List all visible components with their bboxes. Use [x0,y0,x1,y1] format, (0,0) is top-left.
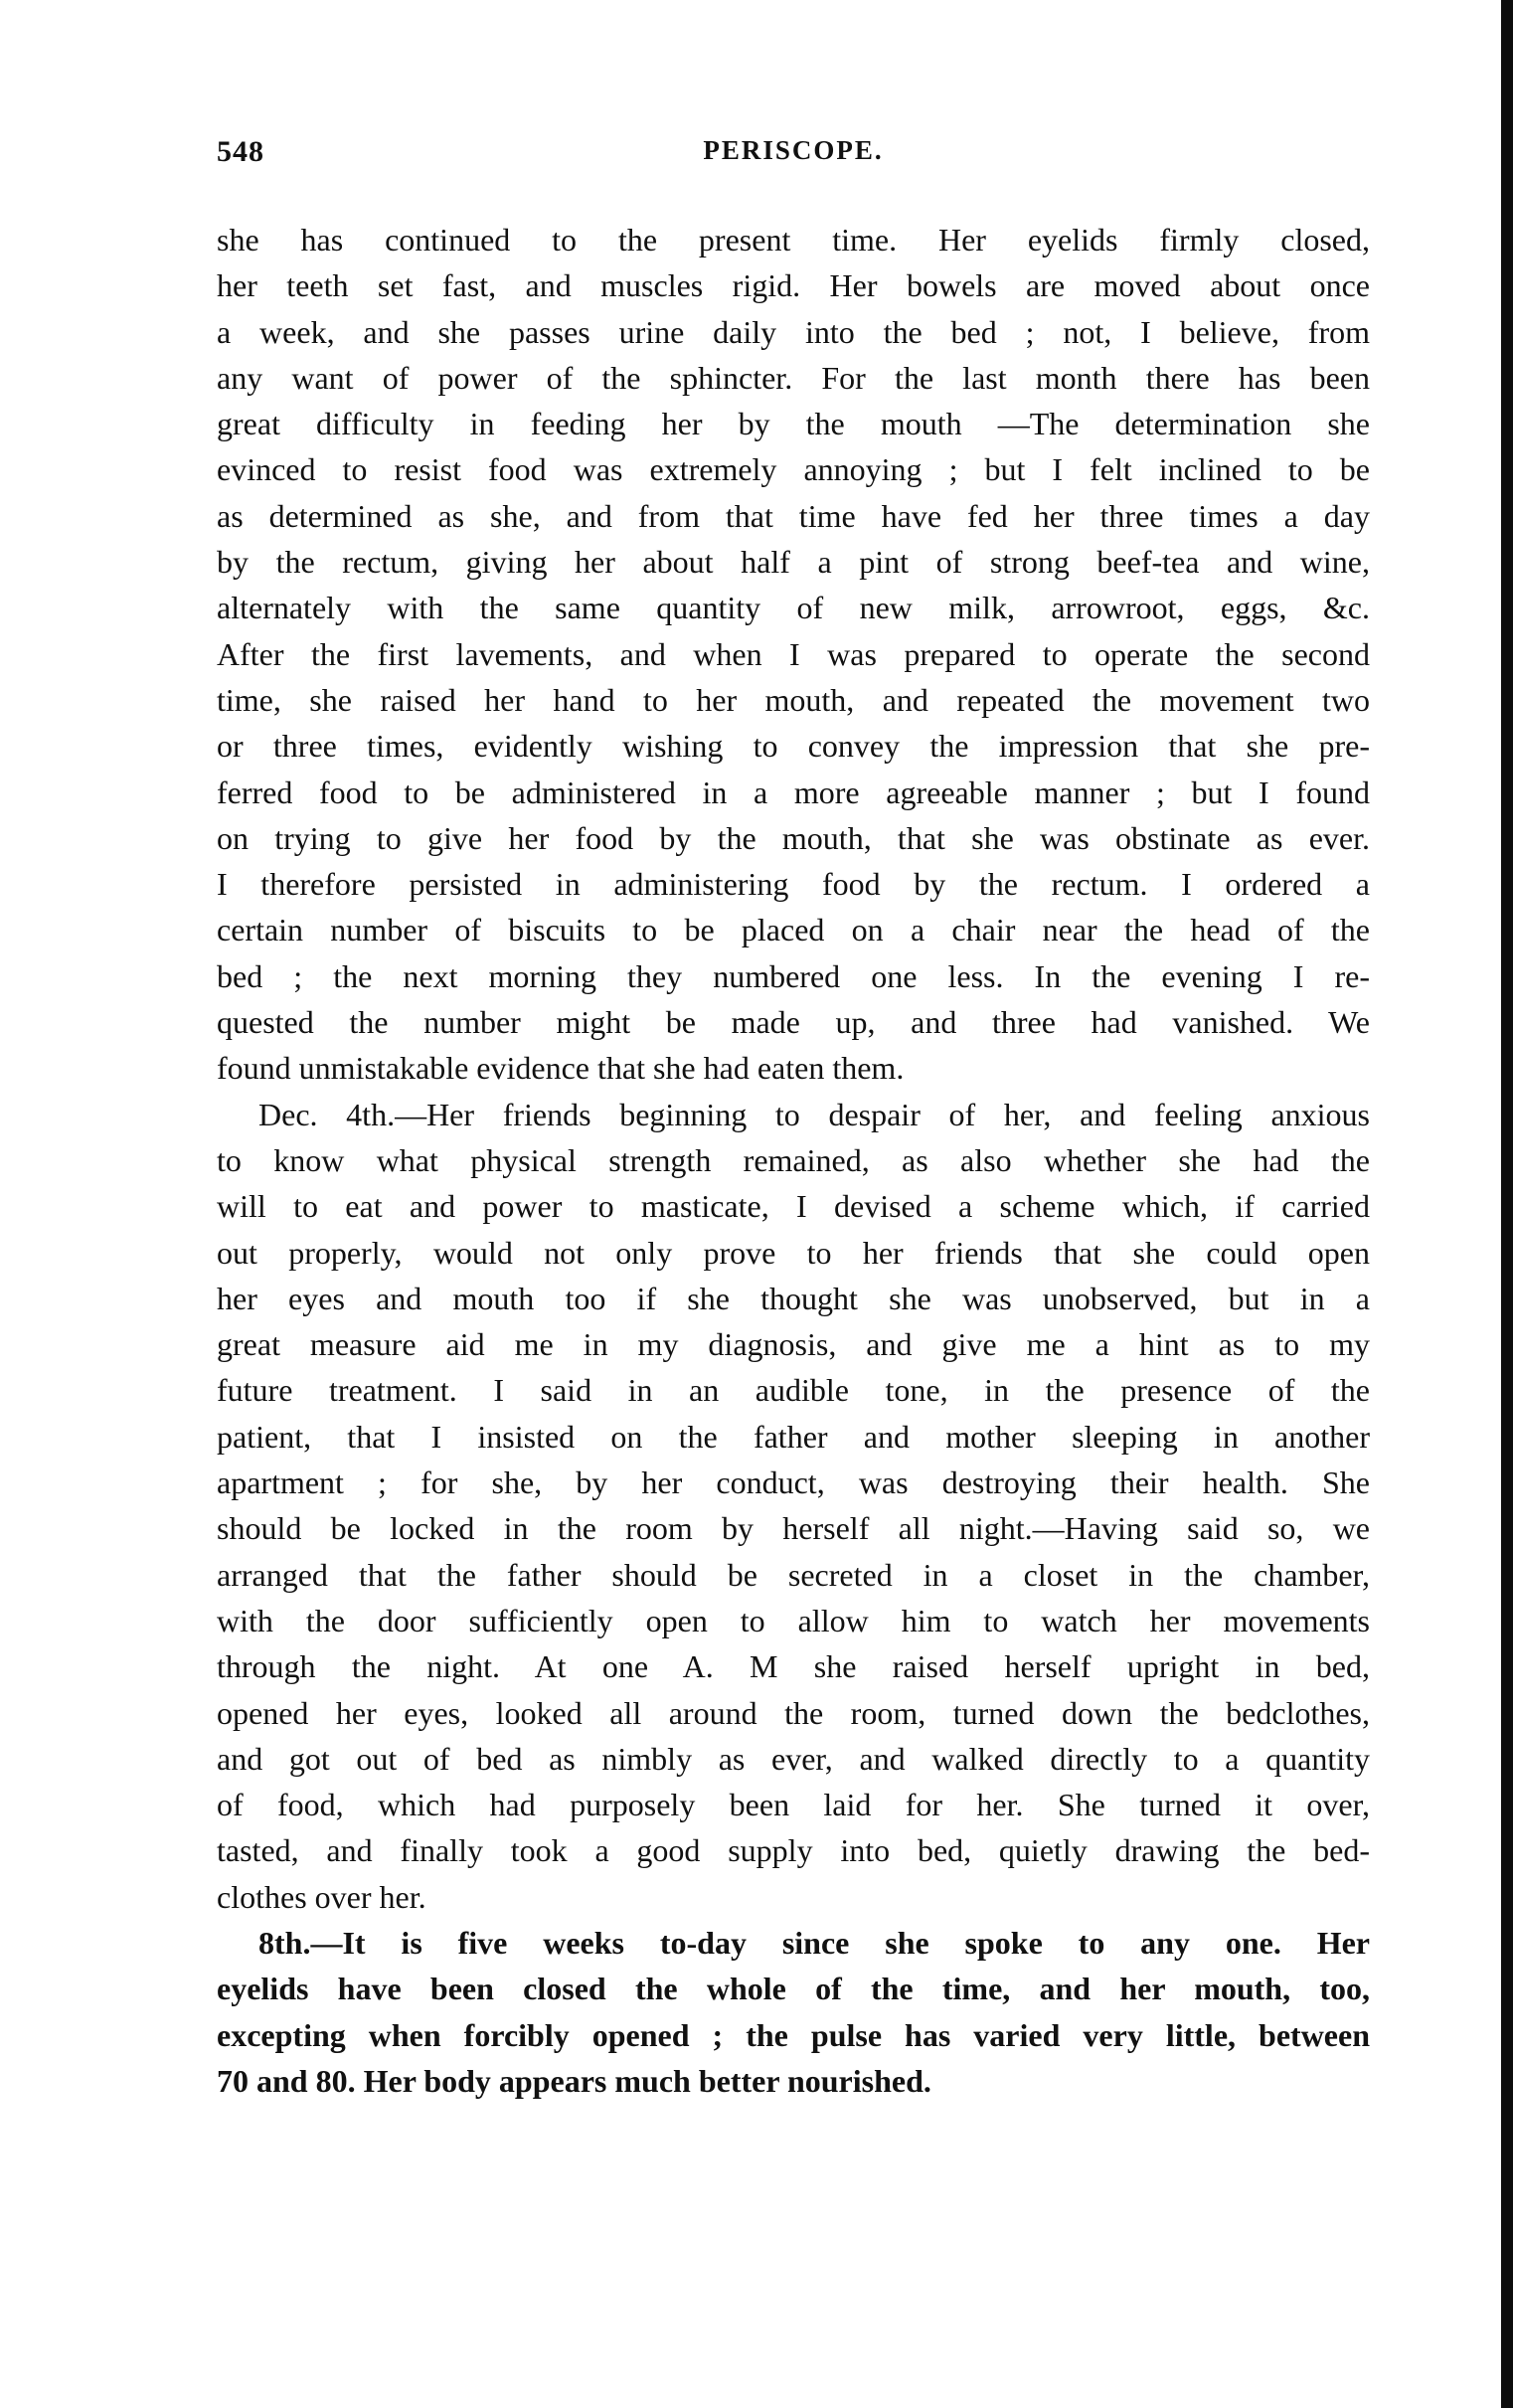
page-number: 548 [217,135,264,168]
text-line: ferred food to be administered in a more agreeable manner ; but I found [217,774,1370,810]
body-text [217,217,1370,2104]
paragraph-2 [217,1092,1370,1920]
paragraph-3 [217,1920,1370,2104]
page-edge-shadow [1501,0,1513,2408]
text-line: After the first lavements, and when I was prepared to operate the second [217,635,1370,672]
text-line: through the night. At one A. M she raised herself upright in bed, [217,1648,1370,1685]
text-line: and got out of bed as nimbly as ever, and walked directly to a quantity [217,1740,1370,1777]
text-line: found unmistakable evidence that she had eaten them. [217,1050,905,1087]
text-line: excepting when forcibly opened ; the pulse has varied very little, between [217,2016,1370,2053]
text-line: Dec. 4th.—Her friends beginning to despair of her, and feeling anxious [258,1096,1370,1132]
text-line: I therefore persisted in administering food by the rectum. I ordered a [217,866,1370,903]
text-line: by the rectum, giving her about half a pint of strong beef-tea and wine, [217,544,1370,581]
text-line: will to eat and power to masticate, I devised a scheme which, if carried [217,1188,1370,1225]
text-line: eyelids have been closed the whole of the time, and her mouth, too, [217,1971,1370,2007]
text-line: great measure aid me in my diagnosis, and give me a hint as to my [217,1326,1370,1363]
text-line: quested the number might be made up, and three had vanished. We [217,1004,1370,1041]
text-line: evinced to resist food was extremely annoying ; but I felt inclined to be [217,451,1370,488]
text-line: to know what physical strength remained, as also whether she had the [217,1141,1370,1178]
text-line: should be locked in the room by herself all night.—Having said so, we [217,1510,1370,1547]
text-line: a week, and she passes urine daily into the bed ; not, I believe, from [217,313,1370,350]
text-line: great difficulty in feeding her by the mouth —The determination she [217,406,1370,442]
text-line: time, she raised her hand to her mouth, and repeated the movement two [217,681,1370,718]
text-line: on trying to give her food by the mouth, that she was obstinate as ever. [217,819,1370,856]
text-line: alternately with the same quantity of new milk, arrowroot, eggs, &c. [217,590,1370,626]
text-line: bed ; the next morning they numbered one less. In the evening I re- [217,957,1370,994]
text-line: patient, that I insisted on the father and mother sleeping in another [217,1418,1370,1455]
text-line: apartment ; for she, by her conduct, was destroying their health. She [217,1464,1370,1501]
text-line: or three times, evidently wishing to convey the impression that she pre- [217,728,1370,765]
text-line: as determined as she, and from that time have fed her three times a day [217,497,1370,534]
page-header [217,135,1370,175]
text-line: 70 and 80. Her body appears much better nourished. [217,2062,931,2099]
text-line: out properly, would not only prove to her friends that she could open [217,1234,1370,1271]
text-line: her teeth set fast, and muscles rigid. Her bowels are moved about once [217,267,1370,304]
text-line: certain number of biscuits to be placed on a chair near the head of the [217,912,1370,948]
text-line: of food, which had purposely been laid for her. She turned it over, [217,1787,1370,1823]
text-line: clothes over her. [217,1878,426,1915]
text-line: any want of power of the sphincter. For the last month there has been [217,359,1370,396]
text-line: arranged that the father should be secreted in a closet in the chamber, [217,1556,1370,1593]
text-line: her eyes and mouth too if she thought she was unobserved, but in a [217,1280,1370,1316]
text-line: tasted, and finally took a good supply into bed, quietly drawing the bed- [217,1832,1370,1869]
running-head: PERISCOPE. [703,135,884,165]
text-line: she has continued to the present time. Her eyelids firmly closed, [217,222,1370,258]
text-line: opened her eyes, looked all around the room, turned down the bedclothes, [217,1694,1370,1731]
paragraph-1 [217,217,1370,1092]
text-line: future treatment. I said in an audible tone, in the presence of the [217,1372,1370,1409]
text-line: with the door sufficiently open to allow him to watch her movements [217,1602,1370,1638]
text-line: 8th.—It is five weeks to-day since she spoke to any one. Her [258,1924,1370,1961]
